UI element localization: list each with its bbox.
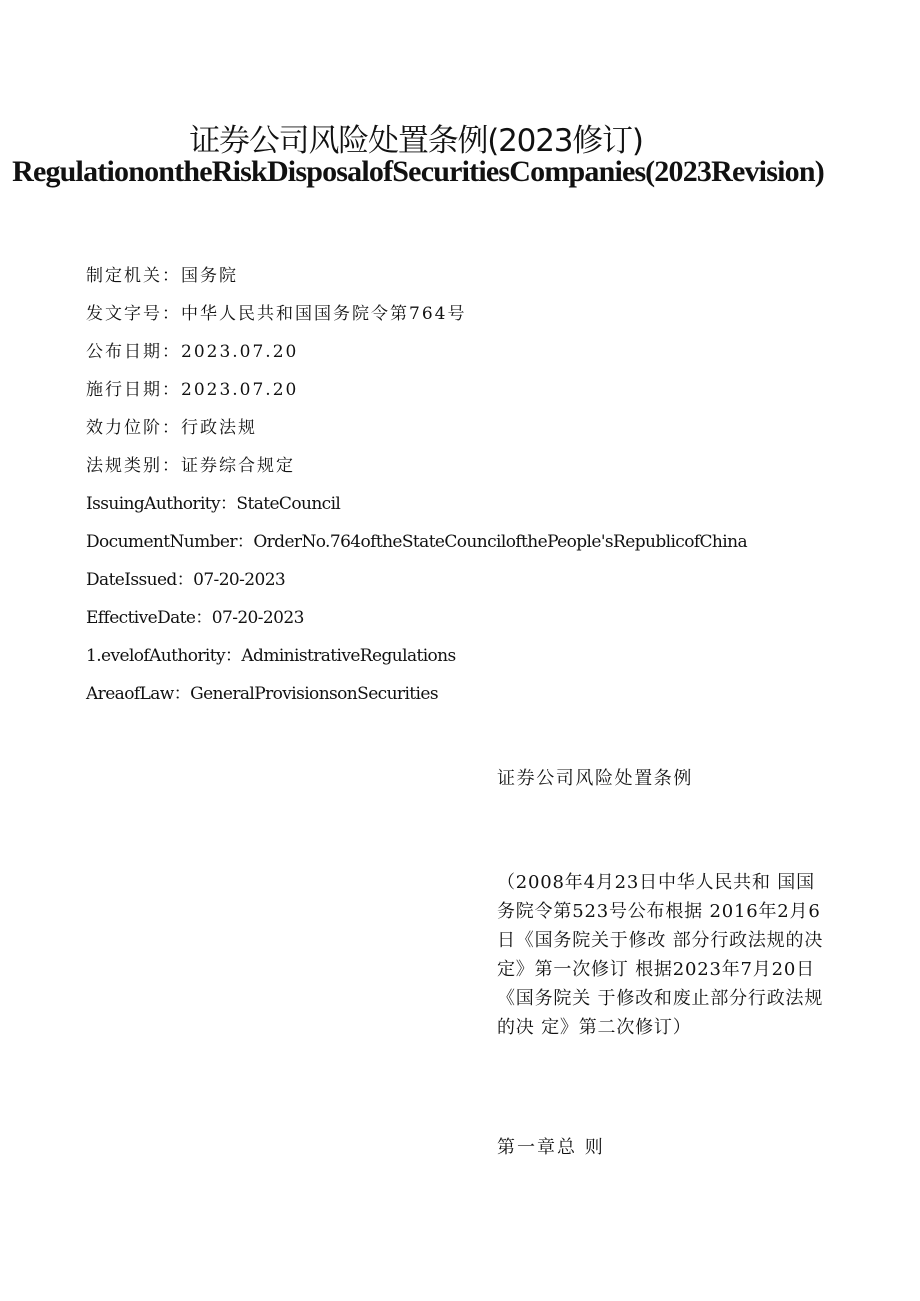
meta-label: 法规类别： [86, 456, 181, 476]
metadata-block [86, 262, 748, 718]
title-chinese: 证券公司风险处置条例(2023修订) [189, 123, 643, 159]
meta-label: AreaofLaw： [86, 684, 191, 704]
revision-history: （2008年4月23日中华人民共和 国国务院令第523号公布根据 2016年2月6日《国务院关于修改 部分行政法规的决定》第一次修订 根据2023年7月20日《国务院关 于修改和废止部分行政法规的决 定》第二次修订） [497, 872, 824, 1038]
meta-label: DocumentNumber： [86, 532, 254, 552]
meta-area-of-law-en [86, 680, 726, 718]
meta-date-issued-cn [86, 338, 726, 376]
meta-label: DateIssued： [86, 570, 194, 590]
meta-document-number-cn [86, 300, 726, 338]
chapter-heading: 第一章总 则 [497, 1137, 605, 1158]
meta-value: 07-20-2023 [193, 570, 286, 590]
meta-label: 1.evelofAuthority： [86, 646, 242, 666]
meta-label: 公布日期： [86, 342, 181, 362]
meta-value: 2023.07.20 [181, 342, 299, 362]
meta-value: 07-20-2023 [211, 608, 304, 628]
meta-effective-date-en [86, 604, 726, 642]
meta-label: 制定机关： [86, 266, 181, 286]
document-title: 证券公司风险处置条例 [497, 768, 693, 789]
meta-label: IssuingAuthority： [86, 494, 237, 514]
meta-label: 发文字号： [86, 304, 181, 324]
meta-value: StateCouncil [236, 494, 341, 514]
title-english: RegulationontheRiskDisposalofSecuritiesCompanies (2023Revision) [12, 155, 824, 188]
meta-value: 国务院 [181, 266, 238, 286]
meta-issuing-authority-en [86, 490, 726, 528]
meta-document-number-en [86, 528, 748, 566]
meta-value: 中华人民共和国国务院令第764号 [181, 304, 467, 324]
meta-date-issued-en [86, 566, 726, 604]
meta-label: 施行日期： [86, 380, 181, 400]
meta-label: 效力位阶： [86, 418, 181, 438]
meta-value: 2023.07.20 [181, 380, 299, 400]
meta-issuing-authority-cn [86, 262, 726, 300]
meta-effective-date-cn [86, 376, 726, 414]
meta-value: 行政法规 [181, 418, 257, 438]
meta-label: EffectiveDate： [86, 608, 212, 628]
meta-value: OrderNo.764oftheStateCouncilofthePeople'sRepublicofChina [253, 532, 748, 552]
meta-value: GeneralProvisionsonSecurities [190, 684, 438, 704]
meta-level-of-authority-cn [86, 414, 726, 452]
meta-value: AdministrativeRegulations [241, 646, 456, 666]
meta-area-of-law-cn [86, 452, 726, 490]
meta-level-of-authority-en [86, 642, 726, 680]
meta-value: 证券综合规定 [181, 456, 295, 476]
